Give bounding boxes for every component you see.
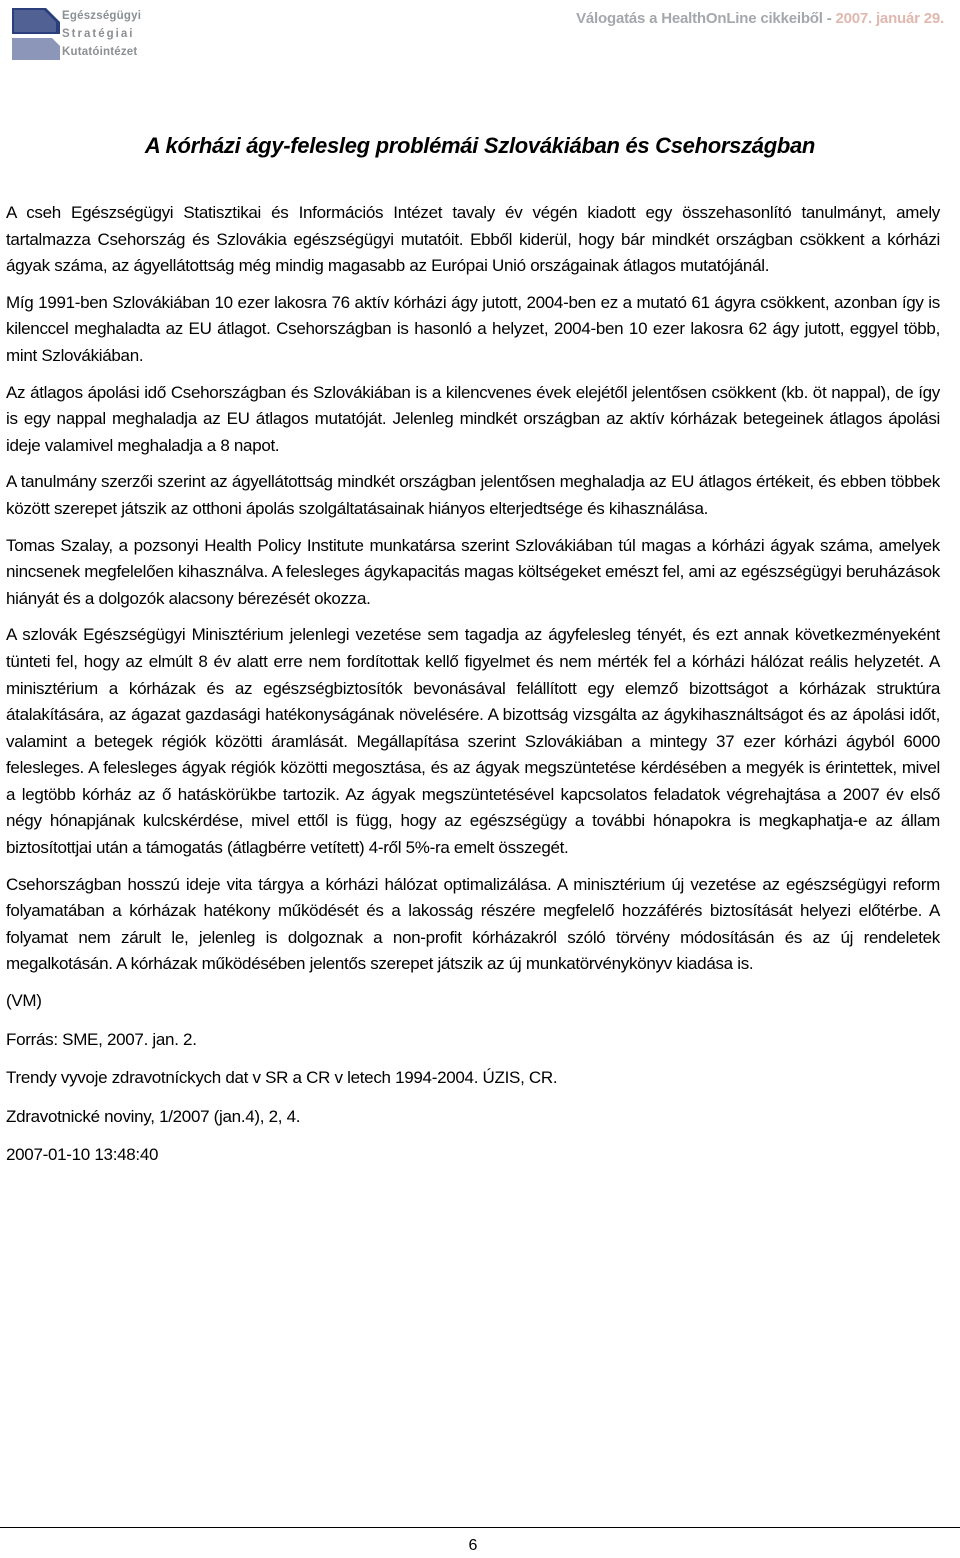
logo-emblem-icon (6, 4, 66, 64)
article-title: A kórházi ágy-felesleg problémái Szlovákiában és Csehországban (144, 133, 816, 158)
header-title (576, 10, 944, 27)
page-header (0, 0, 960, 70)
page-number: 6 (468, 1537, 478, 1554)
paragraph-2: Míg 1991-ben Szlovákiában 10 ezer lakosra 76 aktív kórházi ágy jutott, 2004-ben ez a mutató 61 ágyra csökkent, azonban így is kilenccel meghaladta az EU átlagot. Csehországban is hasonló a helyzet, 2004-ben 10 ezer lakosra 62 ágy jutott, eggyel több, mint Szlovákiában. (6, 292, 940, 365)
institute-logo (6, 4, 146, 64)
paragraph-7: Csehországban hosszú ideje vita tárgya a kórházi hálózat optimalizálása. A minisztérium új vezetése az egészségügyi reform folyamatában a kórházak hatékony működését és a lakosság részére megfelelő hozzáférés biztosítását helyezi előtérbe. A folyamat nem zárult le, jelenleg is dolgoznak a non-profit kórházakról szóló törvény módosításán és az új rendeletek megalkotásán. A kórházak működésében jelentős szerepet játszik az új munkatörvénykönyv kiadása is. (6, 874, 940, 974)
article-body (6, 200, 940, 1181)
paragraph-5: Tomas Szalay, a pozsonyi Health Policy Institute munkatársa szerint Szlovákiában túl magas a kórházi ágyak száma, amelyek nincsenek megfelelően kihasználva. A felesleges ágykapacitás magas költségeket emészt fel, ami az egészségügyi beruházások hiányát és a dolgozók alacsony bérezését okozza. (6, 535, 940, 608)
header-title-prefix: Válogatás a HealthOnLine cikkeiből - (576, 10, 836, 27)
paragraph-4: A tanulmány szerzői szerint az ágyellátottság mindkét országban jelentősen meghaladja az EU átlagos értékeit, és ebben többek között szerepet játszik az otthoni ápolás szolgáltatásainak hiányos elterjedtsége és kihasználása. (6, 472, 940, 518)
paragraph-3: Az átlagos ápolási idő Csehországban és Szlovákiában is a kilencvenes évek elejétől jelentősen csökkent (kb. öt nappal), de így is egy nappal meghaladja az EU átlagos mutatóját. Jelenleg mindkét országban az aktív kórházak betegeinek átlagos ápolási ideje valamivel meghaladja a 8 napot. (6, 382, 940, 455)
paragraph-1: A cseh Egészségügyi Statisztikai és Információs Intézet tavaly év végén kiadott egy összehasonlító tanulmányt, amely tartalmazza Csehország és Szlovákia egészségügyi mutatóit. Ebből kiderül, hogy bár mindkét országban csökkent a kórházi ágyak száma, az ágyellátottság még mindig magasabb az Európai Unió országainak átlagos mutatójánál. (6, 203, 940, 276)
source-2: Trendy vyvoje zdravotníckych dat v SR a CR v letech 1994-2004. ÚZIS, CR. (6, 1068, 558, 1088)
source-1: Forrás: SME, 2007. jan. 2. (6, 1029, 197, 1049)
timestamp: 2007-01-10 13:48:40 (6, 1145, 159, 1165)
header-date: 2007. január 29. (835, 10, 944, 27)
logo-line-1: Egészségügyi (62, 10, 142, 22)
logo-line-2: Stratégiai (62, 28, 135, 40)
paragraph-6: A szlovák Egészségügyi Minisztérium jelenlegi vezetése sem tagadja az ágyfelesleg tényét, és ezt annak következményeként tünteti fel, hogy az elmúlt 8 év alatt erre nem fordítottak kellő figyelmet és nem mérték fel a kórházi hálózat reális helyzetét. A minisztérium a kórházak és az egészségbiztosítók bevonásával felállított egy elemző bizottságot a kórházak struktúra átalakítására, az ágazat gazdasági hatékonyságának növelésére. A bizottság vizsgálta az ágykihasználtságot és az ápolási időt, valamint a betegek régiók közötti áramlását. Megállapítása szerint Szlovákiában a mintegy 37 ezer kórházi ágyból 6000 felesleges. A felesleges ágyak régiók közötti megosztása, és az ágyak megszüntetése kérdésében a megyék is érintettek, mivel a legtöbb kórház az ő hatáskörükbe tartozik. Az ágyak megszüntetésével kapcsolatos feladatok végrehajtása a 2007 év első négy hónapjának kulcskérdése, mivel ettől is függ, hogy az egészségügy a további hónapokra is megkaphatja-e az állam biztosítottjai után a támogatás (átlagbérre vetített) 4-ről 5%-ra emelt összegét. (6, 625, 940, 858)
source-3: Zdravotnické noviny, 1/2007 (jan.4), 2, 4. (6, 1106, 301, 1126)
footer-divider (0, 1527, 960, 1528)
logo-line-3: Kutatóintézet (62, 46, 138, 58)
signature: (VM) (6, 991, 42, 1011)
